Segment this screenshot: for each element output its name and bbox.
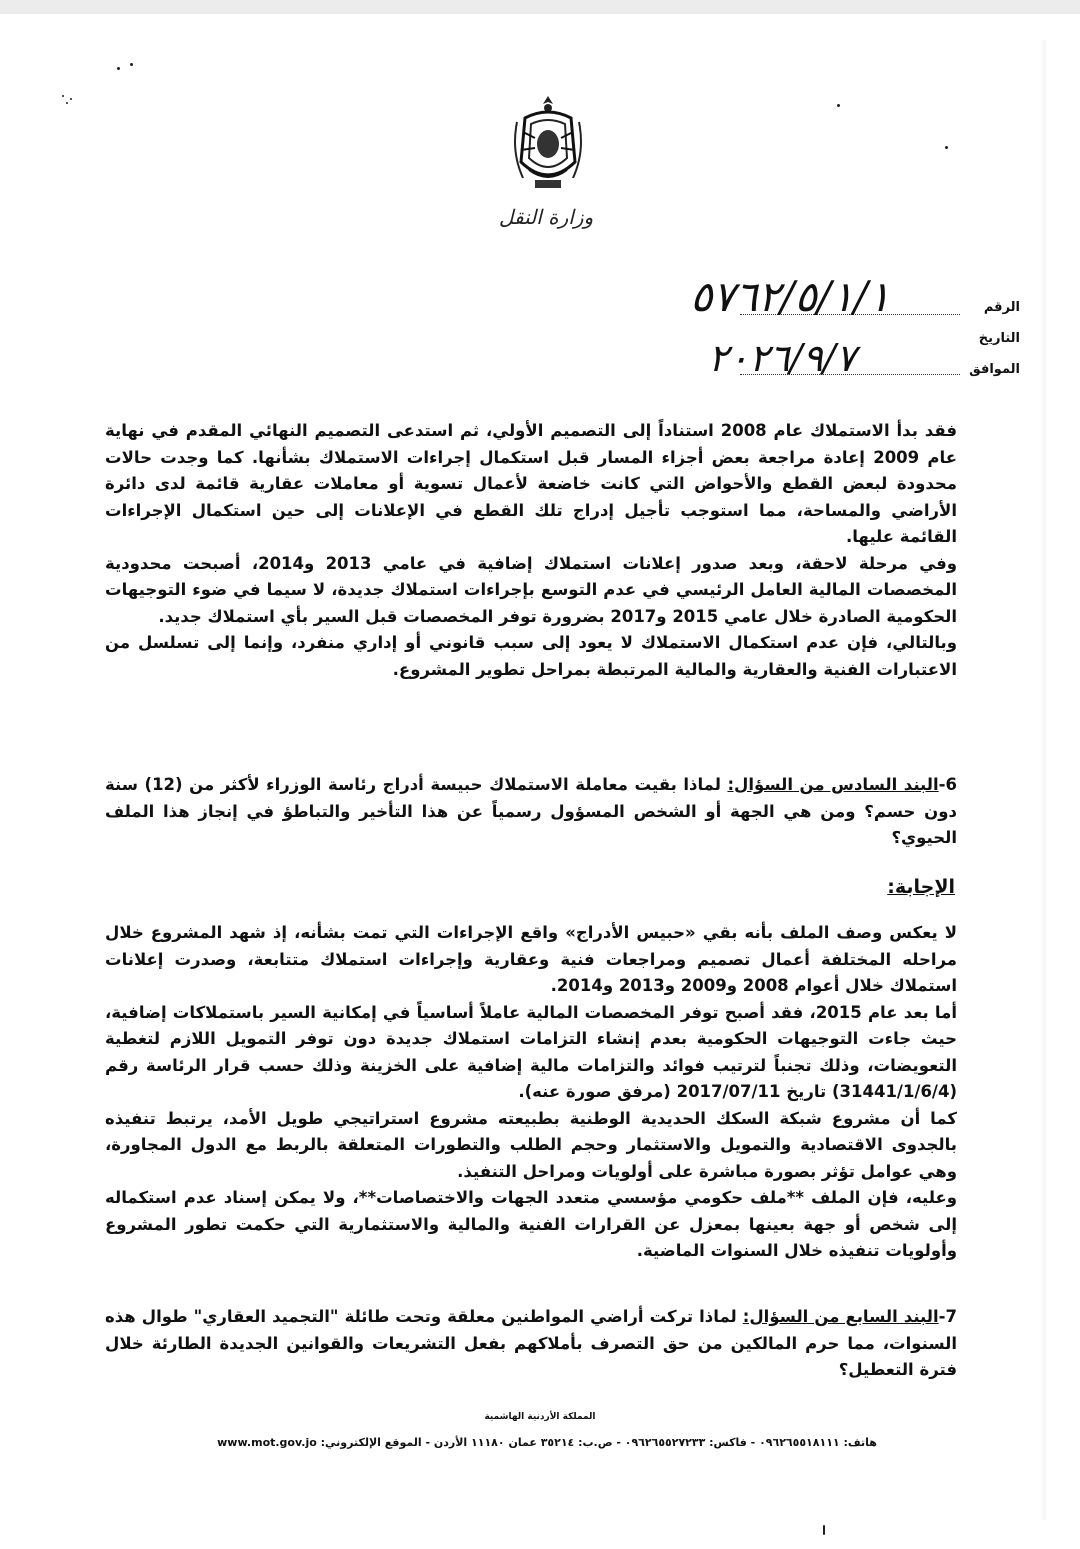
question-label: البند السابع من السؤال: xyxy=(742,1307,939,1326)
footer-contact: هاتف: ٠٩٦٢٦٥٥١٨١١١ - فاكس: ٠٩٦٢٦٥٥٢٧٢٣٣ - ص.ب: ٣٥٢١٤ عمان ١١١٨٠ الأردن - الموقع الإلكتروني: www.mot.gov.jo xyxy=(217,1436,877,1449)
question-body: لماذا بقيت معاملة الاستملاك حبيسة أدراج رئاسة الوزراء لأكثر من (12) سنة دون حسم؟ ومن هي الجهة أو الشخص المسؤول رسمياً عن هذا التأخير والتباطؤ في إنجاز هذا الملف الحيوي؟ xyxy=(105,775,957,847)
paragraph: فقد بدأ الاستملاك عام 2008 استناداً إلى التصميم الأولي، ثم استدعى التصميم النهائي المقدم في نهاية عام 2009 إعادة مراجعة بعض أجزاء المسار قبل استكمال إجراءات الاستملاك بشأنها. كما وجدت حالات محدودة لبعض القطع والأحواض التي كانت خاضعة لأعمال تسوية أو معاملات عقارية قائمة لدى دائرة الأراضي والمساحة، مما استوجب تأجيل إدراج تلك القطع في الإعلانات إلى حين استكمال الإجراءات القائمة عليها. xyxy=(105,421,957,546)
footer-country: المملكة الأردنية الهاشمية xyxy=(484,1412,596,1422)
scan-speck xyxy=(62,95,64,97)
scan-top-edge xyxy=(0,0,1080,14)
question-number: 6- xyxy=(938,775,957,794)
question-body: لماذا تركت أراضي المواطنين معلقة وتحت طائلة "التجميد العقاري" طوال هذه السنوات، مما حرم المالكين من حق التصرف بأملاكهم بفعل التشريعات والقوانين الجديدة الطارئة خلال فترة التعطيل؟ xyxy=(105,1307,957,1379)
answer-heading: الإجابة: xyxy=(887,876,955,898)
ref-date-label: التاريخ xyxy=(978,331,1020,346)
scan-speck xyxy=(66,102,68,104)
reference-block xyxy=(690,272,1020,388)
question-text xyxy=(105,1304,957,1384)
scan-speck xyxy=(130,63,133,66)
section-intro xyxy=(105,418,957,683)
question-number: 7- xyxy=(938,1307,957,1326)
ministry-name: وزارة النقل xyxy=(498,205,594,229)
question-label: البند السادس من السؤال: xyxy=(727,775,939,794)
ref-number-label: الرقم xyxy=(983,300,1020,315)
scan-speck xyxy=(70,98,72,100)
paragraph: وعليه، فإن الملف **ملف حكومي مؤسسي متعدد الجهات والاختصاصات**، ولا يمكن إسناد عدم استكماله إلى شخص أو جهة بعينها بمعزل عن القرارات الفنية والمالية والاستثمارية التي حكمت تطور المشروع وأولويات تنفيذه خلال السنوات الماضية. xyxy=(105,1188,957,1260)
ref-number-value: ٥٧٦٢/٥/١/١ xyxy=(690,272,891,321)
ref-date-value: ٢٠٢٦/٩/٧ xyxy=(708,336,857,380)
question-text xyxy=(105,772,957,852)
question-6 xyxy=(105,772,957,852)
paragraph: وفي مرحلة لاحقة، وبعد صدور إعلانات استملاك إضافية في عامي 2013 و2014، أصبحت محدودية المخصصات المالية العامل الرئيسي في عدم التوسع بإجراءات استملاك جديدة، لا سيما في ضوء التوجيهات الحكومية الصادرة خلال عامي 2015 و2017 بضرورة توفر المخصصات قبل السير بأي استملاك جديد. xyxy=(105,553,957,626)
scan-speck xyxy=(945,146,948,149)
ref-corresponding-label: الموافق xyxy=(969,362,1020,377)
scan-speck xyxy=(837,104,840,107)
paragraph: أما بعد عام 2015، فقد أصبح توفر المخصصات المالية عاملاً أساسياً في إمكانية السير باستملاكات إضافية، حيث جاءت التوجيهات الحكومية بعدم إنشاء التزامات استملاك جديدة دون توفر التمويل اللازم لتغطية التعويضات، وذلك تجنباً لترتيب فوائد والتزامات مالية إضافية على الخزينة وذلك حسب قرار الرئاسة رقم (31441/1/6/4) تاريخ 2017/07/11 (مرفق صورة عنه). xyxy=(105,1002,957,1101)
scan-shadow xyxy=(1040,40,1046,1520)
paragraph: لا يعكس وصف الملف بأنه بقي «حبيس الأدراج» واقع الإجراءات التي تمت بشأنه، إذ شهد المشروع خلال مراحله المختلفة أعمال تصميم ومراجعات فنية وعقارية وإجراءات استملاك متتابعة، وصدرت إعلانات استملاك خلال أعوام 2008 و2009 و2013 و2014. xyxy=(105,923,957,995)
scan-speck xyxy=(823,1525,825,1535)
question-7 xyxy=(105,1304,957,1384)
jordan-coat-of-arms-icon xyxy=(505,92,591,200)
paragraph: كما أن مشروع شبكة السكك الحديدية الوطنية بطبيعته مشروع استراتيجي طويل الأمد، يرتبط تنفيذه بالجدوى الاقتصادية والتمويل والاستثمار وحجم الطلب والتطورات المتعلقة بالربط مع الدول المجاورة، وهي عوامل تؤثر بصورة مباشرة على أولويات ومراحل التنفيذ. xyxy=(105,1108,957,1181)
section-answer xyxy=(105,920,957,1265)
scan-speck xyxy=(117,67,120,70)
paragraph: وبالتالي، فإن عدم استكمال الاستملاك لا يعود إلى سبب قانوني أو إداري منفرد، وإنما إلى تسلسل من الاعتبارات الفنية والعقارية والمالية المرتبطة بمراحل تطوير المشروع. xyxy=(105,633,957,679)
